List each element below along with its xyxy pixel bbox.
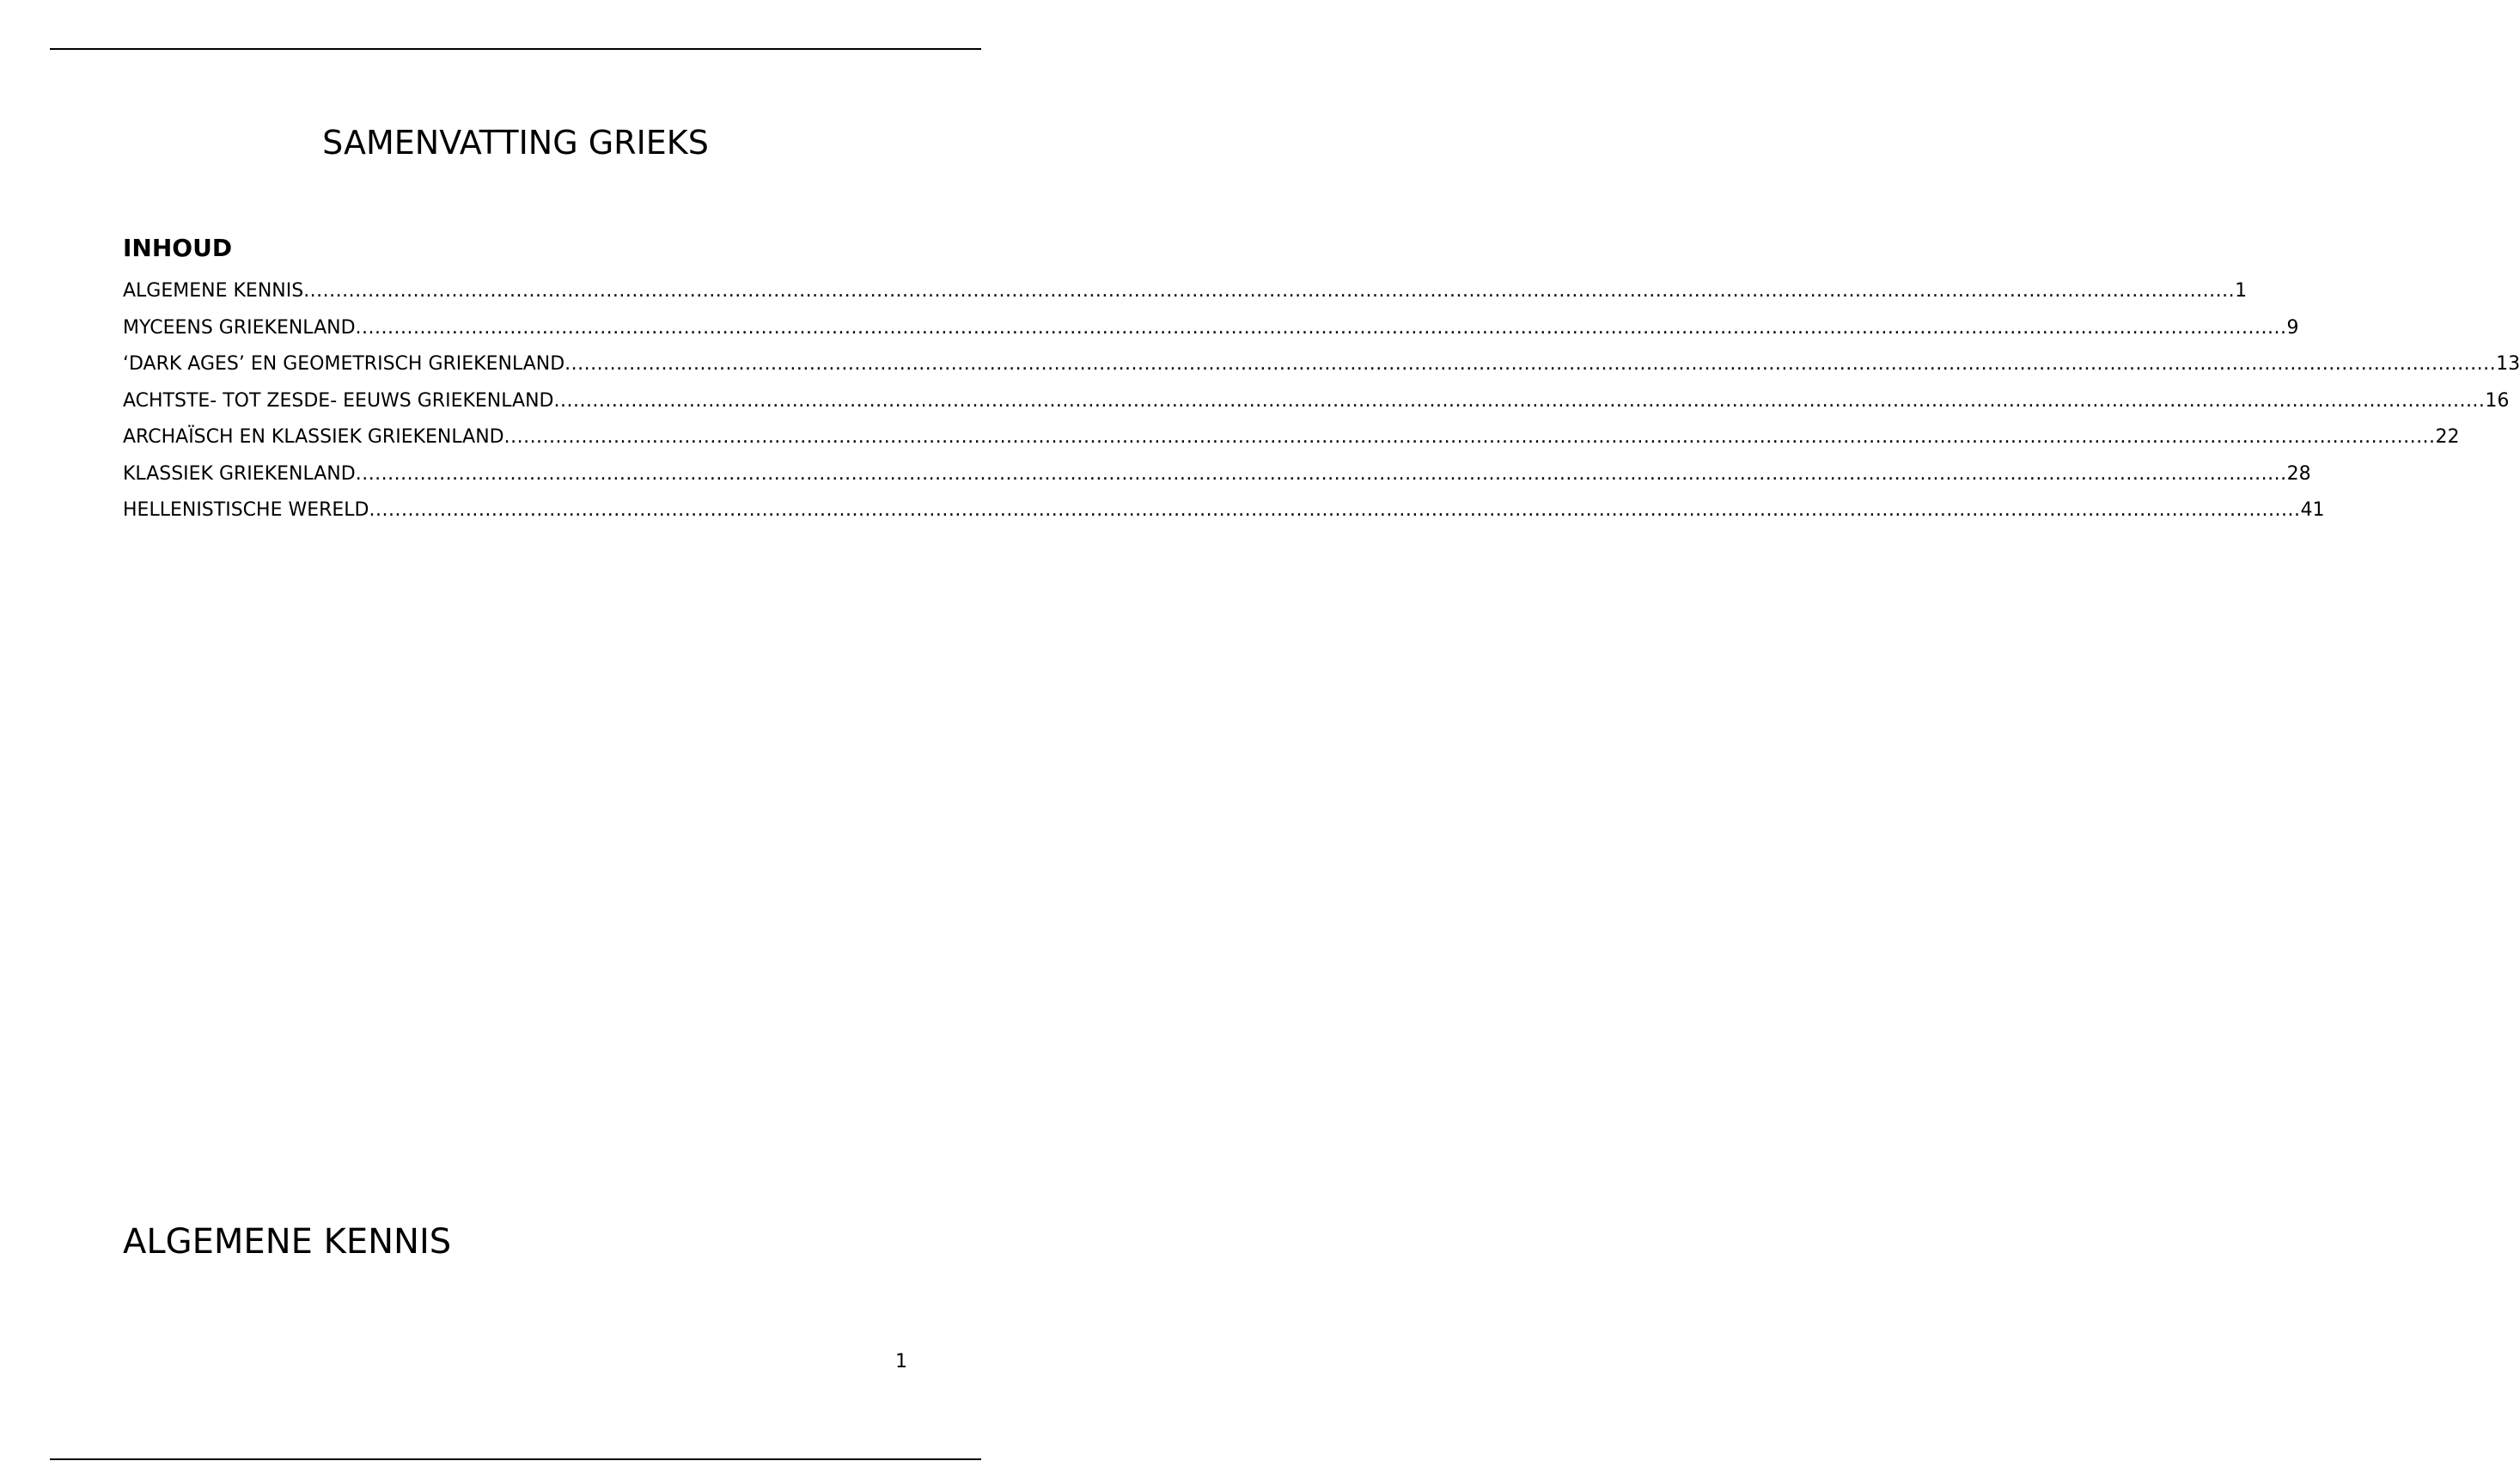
toc-dot-leader: ............................................................................................................................................................................................................................................................................................................ <box>355 462 2287 485</box>
header-rule <box>50 48 981 50</box>
toc-dot-leader: ............................................................................................................................................................................................................................................................................................................ <box>303 280 2236 302</box>
page-number: 1 <box>895 1351 907 1372</box>
toc-entry[interactable] <box>123 458 2311 495</box>
document-title: SAMENVATTING GRIEKS <box>322 124 709 162</box>
toc-dot-leader: ............................................................................................................................................................................................................................................................................................................ <box>553 389 2486 412</box>
toc-entry-label: MYCEENS GRIEKENLAND <box>123 316 356 339</box>
toc-entry[interactable] <box>123 312 2299 349</box>
toc-entry[interactable] <box>123 275 2248 312</box>
toc-dot-leader: ............................................................................................................................................................................................................................................................................................................ <box>564 353 2497 375</box>
toc-entry[interactable] <box>123 348 2520 385</box>
toc-heading: INHOUD <box>123 234 233 262</box>
toc-entry[interactable] <box>123 385 2510 422</box>
toc-dot-leader: ............................................................................................................................................................................................................................................................................................................ <box>355 316 2287 339</box>
footer-rule <box>50 1458 981 1460</box>
section-heading: ALGEMENE KENNIS <box>123 1222 452 1262</box>
toc-entry-label: ALGEMENE KENNIS <box>123 280 304 302</box>
toc-entry[interactable] <box>123 494 2325 531</box>
toc-entry-page: 41 <box>2300 499 2325 521</box>
toc-entry-label: ‘DARK AGES’ EN GEOMETRISCH GRIEKENLAND <box>123 353 565 375</box>
toc-entry-page: 1 <box>2235 280 2248 302</box>
toc-entry-label: ARCHAÏSCH EN KLASSIEK GRIEKENLAND <box>123 426 504 448</box>
toc-entry[interactable] <box>123 421 2460 458</box>
toc-entry-page: 16 <box>2485 389 2510 412</box>
toc-entry-page: 22 <box>2435 426 2460 448</box>
toc-entry-label: HELLENISTISCHE WERELD <box>123 499 369 521</box>
toc-entry-page: 9 <box>2286 316 2299 339</box>
toc-dot-leader: ............................................................................................................................................................................................................................................................................................................ <box>369 499 2301 521</box>
toc-entry-page: 28 <box>2286 462 2311 485</box>
toc-entry-label: ACHTSTE- TOT ZESDE- EEUWS GRIEKENLAND <box>123 389 554 412</box>
table-of-contents <box>123 275 2520 531</box>
toc-dot-leader: ............................................................................................................................................................................................................................................................................................................ <box>503 426 2436 448</box>
toc-entry-page: 13 <box>2496 353 2520 375</box>
toc-entry-label: KLASSIEK GRIEKENLAND <box>123 462 356 485</box>
